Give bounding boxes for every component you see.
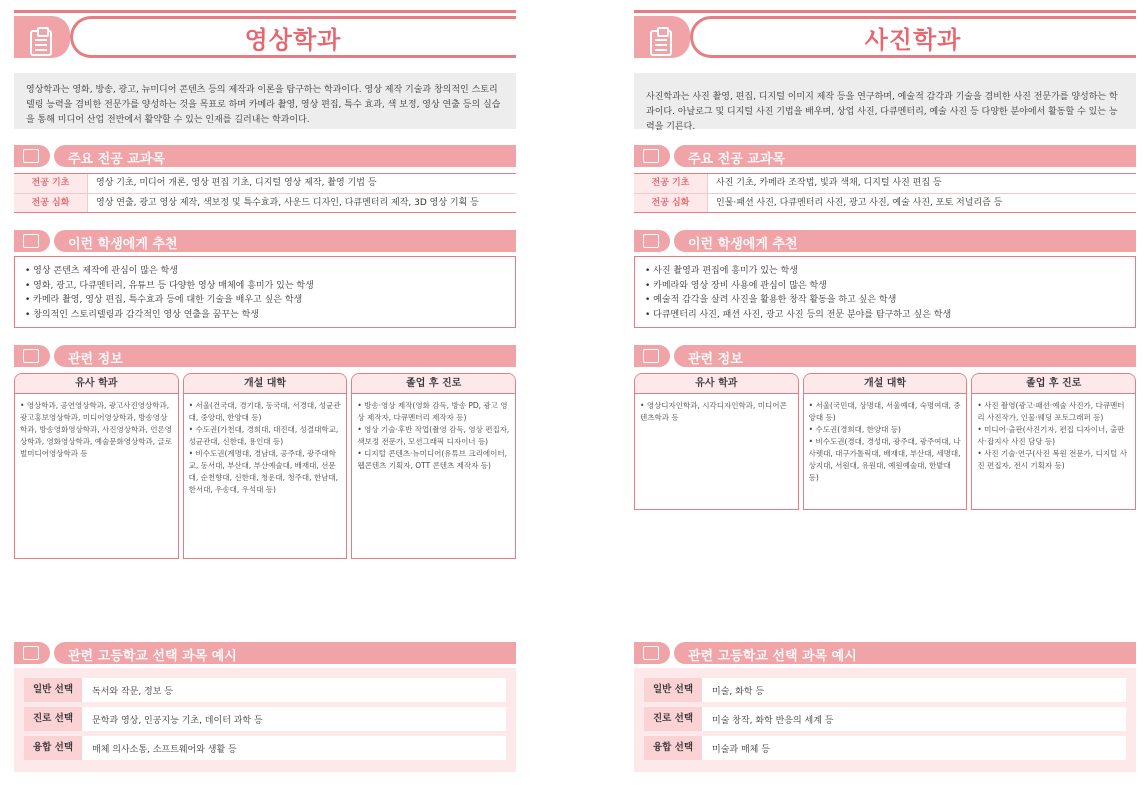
info-icon xyxy=(23,349,39,363)
section-header xyxy=(634,145,1136,167)
table-row xyxy=(14,174,516,193)
elective-subjects: 매체 의사소통, 소프트웨어와 생활 등 xyxy=(92,744,237,755)
elective-subjects: 독서와 작문, 정보 등 xyxy=(92,686,173,697)
book-icon xyxy=(643,149,659,163)
title-banner xyxy=(634,10,1136,62)
courses-table xyxy=(14,173,516,213)
table-row xyxy=(644,707,1126,731)
table-row xyxy=(634,174,1136,193)
list-item: • 수도권(가천대, 경희대, 대진대, 성결대학교, 성균관대, 신한대, 용인대 등) xyxy=(189,424,342,448)
course-level: 전공 기초 xyxy=(634,174,708,193)
list-item: • 영상 기술·후반 작업(촬영 감독, 영상 편집자, 색보정 전문가, 모션그래픽 디자이너 등) xyxy=(357,424,510,448)
book-icon xyxy=(23,149,39,163)
elective-type: 융합 선택 xyxy=(24,736,82,760)
intro-text: 영상학과는 영화, 방송, 광고, 뉴미디어 콘텐츠 등의 제작과 이론을 탐구하는 학과이다. 영상 제작 기술과 창의적인 스토리텔링 능력을 겸비한 전문가를 양성하는 것을 목표로 하며 카메라 촬영, 영상 편집, 특수 효과, 색 보정, 영상 연출 등의 실습을 통해 미디어 산업 전반에서 활약할 수 있는 인재를 길러내는 학과이다. xyxy=(14,73,516,129)
hs-electives xyxy=(14,668,516,772)
elective-type: 일반 선택 xyxy=(644,678,702,702)
recommend-box xyxy=(634,256,1136,328)
notebook-icon xyxy=(643,646,659,660)
section-title: 관련 정보 xyxy=(688,352,743,367)
section-header xyxy=(634,230,1136,252)
clipboard-icon xyxy=(30,30,52,56)
section-header xyxy=(14,345,516,367)
list-item: • 영상 콘텐츠 제작에 관심이 많은 학생 xyxy=(25,264,505,279)
clipboard-icon xyxy=(650,30,672,56)
table-row xyxy=(634,193,1136,212)
elective-type: 융합 선택 xyxy=(644,736,702,760)
section-title: 주요 전공 교과목 xyxy=(688,152,785,167)
list-item: • 미디어·출판(사진기자, 편집 디자이너, 출판사·잡지사 사진 담당 등) xyxy=(977,424,1130,448)
list-item: • 사진 기술·연구(사진 복원 전문가, 디지털 사진 편집자, 전시 기획자 등) xyxy=(977,448,1130,472)
list-item: • 카메라와 영상 장비 사용에 관심이 많은 학생 xyxy=(645,279,1125,294)
list-item: • 수도권(경희대, 한양대 등) xyxy=(809,424,962,436)
page-title: 영상학과 xyxy=(244,26,342,54)
section-title: 이런 학생에게 추천 xyxy=(68,237,178,252)
course-level: 전공 기초 xyxy=(14,174,88,193)
table-row xyxy=(644,736,1126,760)
table-row xyxy=(14,193,516,212)
list-item: • 사진 촬영과 편집에 흥미가 있는 학생 xyxy=(645,264,1125,279)
table-row xyxy=(24,678,506,702)
elective-type: 진로 선택 xyxy=(644,707,702,731)
course-list: 영상 연출, 광고 영상 제작, 색보정 및 특수효과, 사운드 디자인, 다큐멘터리 제작, 3D 영상 기획 등 xyxy=(96,198,479,208)
list-item: • 창의적인 스토리텔링과 감각적인 영상 연출을 꿈꾸는 학생 xyxy=(25,308,505,323)
column-header: 유사 학과 xyxy=(15,374,178,394)
list-item: • 디지털 콘텐츠·뉴미디어(유튜브 크리에이터, 웹콘텐츠 기획자, OTT 콘텐츠 제작자 등) xyxy=(357,448,510,472)
column-header: 유사 학과 xyxy=(635,374,798,394)
recommend-box xyxy=(14,256,516,328)
section-title: 주요 전공 교과목 xyxy=(68,152,165,167)
elective-subjects: 미술과 매체 등 xyxy=(712,744,770,755)
table-row xyxy=(24,736,506,760)
page-title: 사진학과 xyxy=(864,26,962,54)
hs-electives xyxy=(634,668,1136,772)
courses-table xyxy=(634,173,1136,213)
course-list: 사진 기초, 카메라 조작법, 빛과 색채, 디지털 사진 편집 등 xyxy=(716,178,942,188)
course-level: 전공 심화 xyxy=(14,194,88,212)
title-banner xyxy=(14,10,516,62)
folder-icon xyxy=(643,234,659,248)
list-item: • 영화, 광고, 다큐멘터리, 유튜브 등 다양한 영상 매체에 흥미가 있는 학생 xyxy=(25,279,505,294)
course-list: 영상 기초, 미디어 개론, 영상 편집 기초, 디지털 영상 제작, 촬영 기법 등 xyxy=(96,178,377,188)
section-title: 관련 정보 xyxy=(68,352,123,367)
section-header xyxy=(14,145,516,167)
info-column xyxy=(14,373,179,559)
panel-film-department xyxy=(14,0,516,785)
panel-photo-department xyxy=(634,0,1136,785)
list-item: • 사진 촬영(광고·패션·예술 사진가, 다큐멘터리 사진작가, 인물·웨딩 포토그래퍼 등) xyxy=(977,400,1130,424)
info-icon xyxy=(643,349,659,363)
intro-text: 사진학과는 사진 촬영, 편집, 디지털 이미지 제작 등을 연구하며, 예술적 감각과 기술을 겸비한 사진 전문가를 양성하는 학과이다. 아날로그 및 디지털 사진 기법을 배우며, 상업 사진, 다큐멘터리, 예술 사진 등 다양한 분야에서 활동할 수 있는 능력을 기른다. xyxy=(634,73,1136,129)
folder-icon xyxy=(23,234,39,248)
section-header xyxy=(14,230,516,252)
list-item: • 영상디자인학과, 시각디자인학과, 미디어콘텐츠학과 등 xyxy=(640,400,793,424)
section-header xyxy=(634,642,1136,664)
course-list: 인물·패션 사진, 다큐멘터리 사진, 광고 사진, 예술 사진, 포토 저널리즘 등 xyxy=(716,198,1003,208)
elective-type: 일반 선택 xyxy=(24,678,82,702)
list-item: • 예술적 감각을 살려 사진을 활용한 창작 활동을 하고 싶은 학생 xyxy=(645,293,1125,308)
info-column xyxy=(351,373,516,559)
elective-subjects: 미술 창작, 화학 반응의 세계 등 xyxy=(712,715,834,726)
table-row xyxy=(24,707,506,731)
list-item: • 비수도권(계명대, 경남대, 공주대, 광주대학교, 동서대, 부산대, 부산예술대, 배재대, 선문대, 순천향대, 신한대, 청운대, 청주대, 한남대, 한서대, 우송대, 우석대 등) xyxy=(189,448,342,496)
elective-subjects: 미술, 화학 등 xyxy=(712,686,765,697)
column-header: 개설 대학 xyxy=(804,374,967,394)
list-item: • 서울(건국대, 경기대, 동국대, 서경대, 성균관대, 중앙대, 한양대 등) xyxy=(189,400,342,424)
notebook-icon xyxy=(23,646,39,660)
table-row xyxy=(644,678,1126,702)
related-info xyxy=(634,373,1136,510)
column-header: 졸업 후 진로 xyxy=(352,374,515,394)
related-info xyxy=(14,373,516,559)
list-item: • 방송·영상 제작(영화 감독, 방송 PD, 광고 영상 제작자, 다큐멘터리 제작자 등) xyxy=(357,400,510,424)
info-column xyxy=(971,373,1136,510)
elective-type: 진로 선택 xyxy=(24,707,82,731)
section-header xyxy=(634,345,1136,367)
section-header xyxy=(14,642,516,664)
section-title: 관련 고등학교 선택 과목 예시 xyxy=(688,649,857,664)
list-item: • 서울(국민대, 상명대, 서울예대, 숙명여대, 중앙대 등) xyxy=(809,400,962,424)
list-item: • 다큐멘터리 사진, 패션 사진, 광고 사진 등의 전문 분야를 탐구하고 싶은 학생 xyxy=(645,308,1125,323)
elective-subjects: 문학과 영상, 인공지능 기초, 데이터 과학 등 xyxy=(92,715,263,726)
section-title: 이런 학생에게 추천 xyxy=(688,237,798,252)
info-column xyxy=(803,373,968,510)
section-title: 관련 고등학교 선택 과목 예시 xyxy=(68,649,237,664)
column-header: 개설 대학 xyxy=(184,374,347,394)
info-column xyxy=(183,373,348,559)
list-item: • 비수도권(경대, 경성대, 광주대, 광주여대, 나사렛대, 대구가톨릭대, 배재대, 부산대, 세명대, 상지대, 서원대, 유원대, 예원예술대, 한밭대 등) xyxy=(809,436,962,484)
list-item: • 카메라 촬영, 영상 편집, 특수효과 등에 대한 기술을 배우고 싶은 학생 xyxy=(25,293,505,308)
info-column xyxy=(634,373,799,510)
column-header: 졸업 후 진로 xyxy=(972,374,1135,394)
course-level: 전공 심화 xyxy=(634,194,708,212)
list-item: • 영상학과, 공연영상학과, 광고사진영상학과, 광고홍보영상학과, 미디어영상학과, 방송영상학과, 방송영화영상학과, 사진영상학과, 언론영상학과, 영화영상학과, 예술문화영상학과, 글로벌미디어영상학과 등 xyxy=(20,400,173,460)
